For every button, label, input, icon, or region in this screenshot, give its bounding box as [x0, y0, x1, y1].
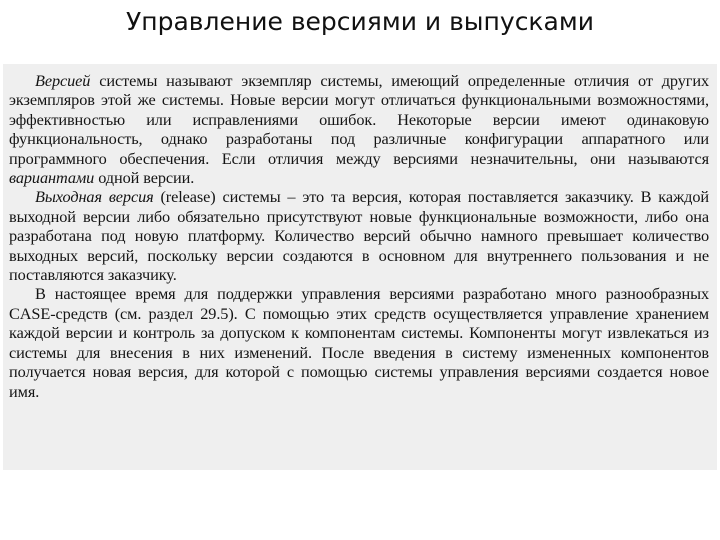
term-version: Версией: [35, 71, 91, 90]
paragraph-release: [9, 187, 709, 284]
term-release: Выходная версия: [35, 187, 154, 207]
scanned-text-image: [3, 64, 717, 470]
slide-title: Управление версиями и выпусками: [126, 7, 594, 36]
paragraph-version-text-end: одной версии.: [94, 168, 195, 188]
paragraph-case-tools: [9, 284, 709, 400]
paragraph-release-text: (release) системы – это та версия, которая поставляется заказчику. В каждой выходной версии либо обязательно присутствуют новые функциональные возможности, либо она разработана под новую платформу. Количество версий обычно намного превышает количество выходных версий, поскольку версии создаются в основном для внутреннего пользования и не поставляются заказчику.: [9, 187, 709, 285]
paragraph-version: [9, 71, 709, 187]
term-variants: вариантами: [9, 168, 95, 188]
paragraph-version-text: системы называют экземпляр системы, имеющий определенные отличия от других экземпляров этой же системы. Новые версии могут отличаться функциональными возможностями, эффективностью или исправлениями ошибок. Некоторые версии имеют одинаковую функциональность, однако разработаны под различные конфигурации аппаратного или программного обеспечения. Если отличия между версиями незначительны, они называются: [9, 71, 709, 168]
paragraph-case-tools-text: В настоящее время для поддержки управления версиями разработано много разнообразных CASE-средств (см. раздел 29.5). С помощью этих средств осуществляется управление хранением каждой версии и контроль за допуском к компонентам системы. Компоненты могут извлекаться из системы для внесения в них изменений. После введения в систему измененных компонентов получается новая версия, для которой с помощью системы управления версиями создается новое имя.: [9, 284, 709, 401]
